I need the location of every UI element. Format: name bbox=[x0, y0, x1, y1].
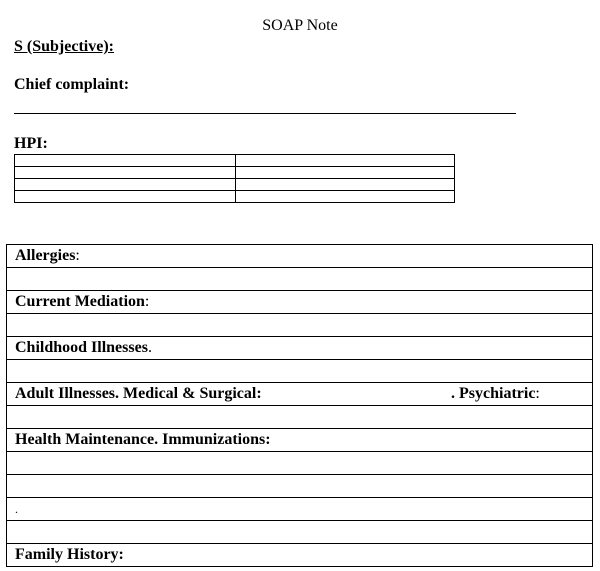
allergies-label: Allergies bbox=[15, 247, 76, 264]
history-table bbox=[6, 244, 593, 567]
health-maintenance-row bbox=[7, 429, 593, 452]
history-row bbox=[7, 452, 593, 475]
allergies-colon: : bbox=[75, 247, 80, 264]
hpi-row bbox=[15, 179, 455, 191]
history-row bbox=[7, 544, 593, 567]
adult-illnesses-entry[interactable] bbox=[7, 406, 593, 429]
history-row bbox=[7, 268, 593, 291]
subjective-heading: S (Subjective): bbox=[14, 38, 114, 55]
adult-illnesses-label: Adult Illnesses. Medical & Surgical: bbox=[15, 385, 262, 402]
hpi-label: HPI: bbox=[14, 135, 48, 152]
hpi-cell[interactable] bbox=[236, 167, 455, 179]
hpi-grid bbox=[14, 154, 455, 203]
hpi-row bbox=[15, 155, 455, 167]
health-maintenance-entry[interactable] bbox=[7, 475, 593, 498]
childhood-illnesses-label: Childhood Illnesses bbox=[15, 339, 148, 356]
health-maintenance-entry[interactable] bbox=[7, 452, 593, 475]
allergies-row bbox=[7, 245, 593, 268]
history-row bbox=[7, 337, 593, 360]
hpi-row bbox=[15, 167, 455, 179]
page-title: SOAP Note bbox=[262, 17, 338, 34]
history-row bbox=[7, 521, 593, 544]
hpi-cell[interactable] bbox=[15, 191, 236, 203]
dot-text: . bbox=[15, 502, 18, 516]
history-row bbox=[7, 245, 593, 268]
hpi-cell[interactable] bbox=[15, 179, 236, 191]
hpi-cell[interactable] bbox=[15, 155, 236, 167]
allergies-entry[interactable] bbox=[7, 268, 593, 291]
adult-illnesses-row bbox=[7, 383, 593, 406]
history-row bbox=[7, 314, 593, 337]
hpi-cell[interactable] bbox=[236, 179, 455, 191]
blank-entry[interactable] bbox=[7, 521, 593, 544]
current-mediation-colon: : bbox=[144, 293, 150, 310]
chief-complaint-field[interactable] bbox=[14, 113, 516, 114]
current-mediation-row bbox=[7, 291, 593, 314]
childhood-illnesses-period: . bbox=[147, 339, 152, 356]
hpi-cell[interactable] bbox=[236, 155, 455, 167]
psychiatric-group bbox=[451, 384, 540, 404]
family-history-label: Family History: bbox=[15, 546, 124, 563]
history-row bbox=[7, 429, 593, 452]
hpi-row bbox=[15, 191, 455, 203]
current-mediation-label: Current Mediation bbox=[15, 293, 145, 310]
history-row bbox=[7, 291, 593, 314]
hpi-cell[interactable] bbox=[15, 167, 236, 179]
health-maintenance-label: Health Maintenance. Immunizations: bbox=[15, 431, 271, 448]
psychiatric-colon: : bbox=[535, 385, 540, 402]
family-history-row bbox=[7, 544, 593, 567]
history-row bbox=[7, 406, 593, 429]
current-mediation-entry[interactable] bbox=[7, 314, 593, 337]
history-row bbox=[7, 498, 593, 521]
psychiatric-label: . Psychiatric bbox=[451, 385, 536, 402]
childhood-illnesses-row bbox=[7, 337, 593, 360]
hpi-cell[interactable] bbox=[236, 191, 455, 203]
childhood-illnesses-entry[interactable] bbox=[7, 360, 593, 383]
history-row bbox=[7, 360, 593, 383]
history-row bbox=[7, 383, 593, 406]
dot-row[interactable] bbox=[7, 498, 593, 521]
chief-complaint-label: Chief complaint: bbox=[14, 76, 130, 93]
history-row bbox=[7, 475, 593, 498]
